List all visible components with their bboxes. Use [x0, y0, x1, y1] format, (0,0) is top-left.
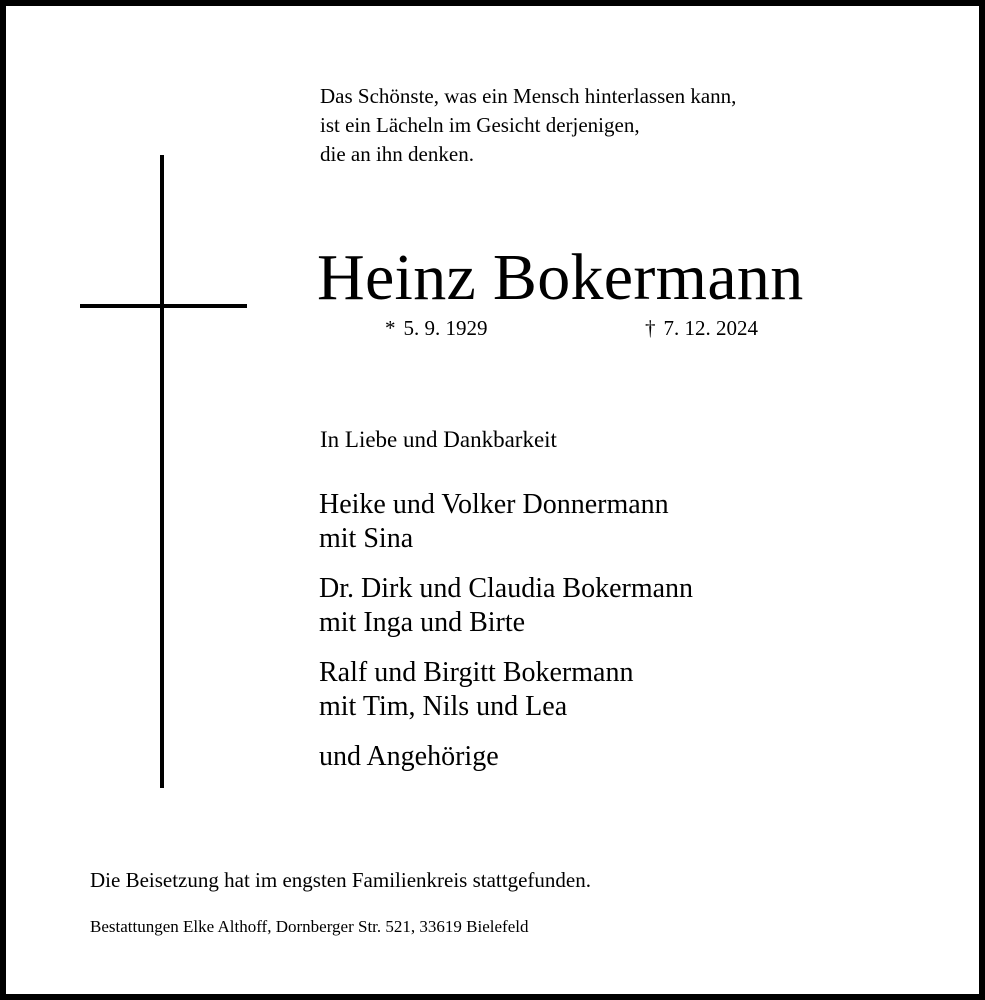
death-dagger-icon: † — [645, 316, 656, 340]
mourner-children: mit Tim, Nils und Lea — [319, 691, 568, 722]
quote-line: ist ein Lächeln im Gesicht derjenigen, — [320, 113, 640, 137]
mourner-children: mit Sina — [319, 523, 414, 554]
quote-line: die an ihn denken. — [320, 142, 474, 166]
memorial-quote — [320, 82, 736, 169]
birth-date: 5. 9. 1929 — [403, 316, 488, 340]
mourner-names: Dr. Dirk und Claudia Bokermann — [319, 573, 694, 604]
dedication: In Liebe und Dankbarkeit — [320, 427, 557, 452]
mourners-list — [319, 488, 693, 774]
death-date: 7. 12. 2024 — [663, 316, 758, 340]
birth-date-line — [385, 314, 488, 342]
deceased-name: Heinz Bokermann — [317, 241, 804, 314]
cross-icon-vertical-bar — [160, 155, 164, 788]
burial-notice: Die Beisetzung hat im engsten Familienkreis stattgefunden. — [90, 868, 591, 892]
birth-star-icon: * — [385, 316, 396, 340]
mourner-names: Heike und Volker Donnermann — [319, 489, 669, 520]
undertaker-info: Bestattungen Elke Althoff, Dornberger Str. 521, 33619 Bielefeld — [90, 917, 529, 936]
mourner-children: mit Inga und Birte — [319, 607, 526, 638]
mourner-family — [319, 488, 693, 556]
mourner-family — [319, 572, 693, 640]
cross-icon-horizontal-bar — [80, 304, 247, 308]
mourner-names: Ralf und Birgitt Bokermann — [319, 657, 634, 688]
quote-line: Das Schönste, was ein Mensch hinterlassen kann, — [320, 84, 737, 108]
mourner-family — [319, 656, 693, 724]
relatives-line: und Angehörige — [319, 741, 499, 772]
death-date-line — [645, 314, 758, 342]
